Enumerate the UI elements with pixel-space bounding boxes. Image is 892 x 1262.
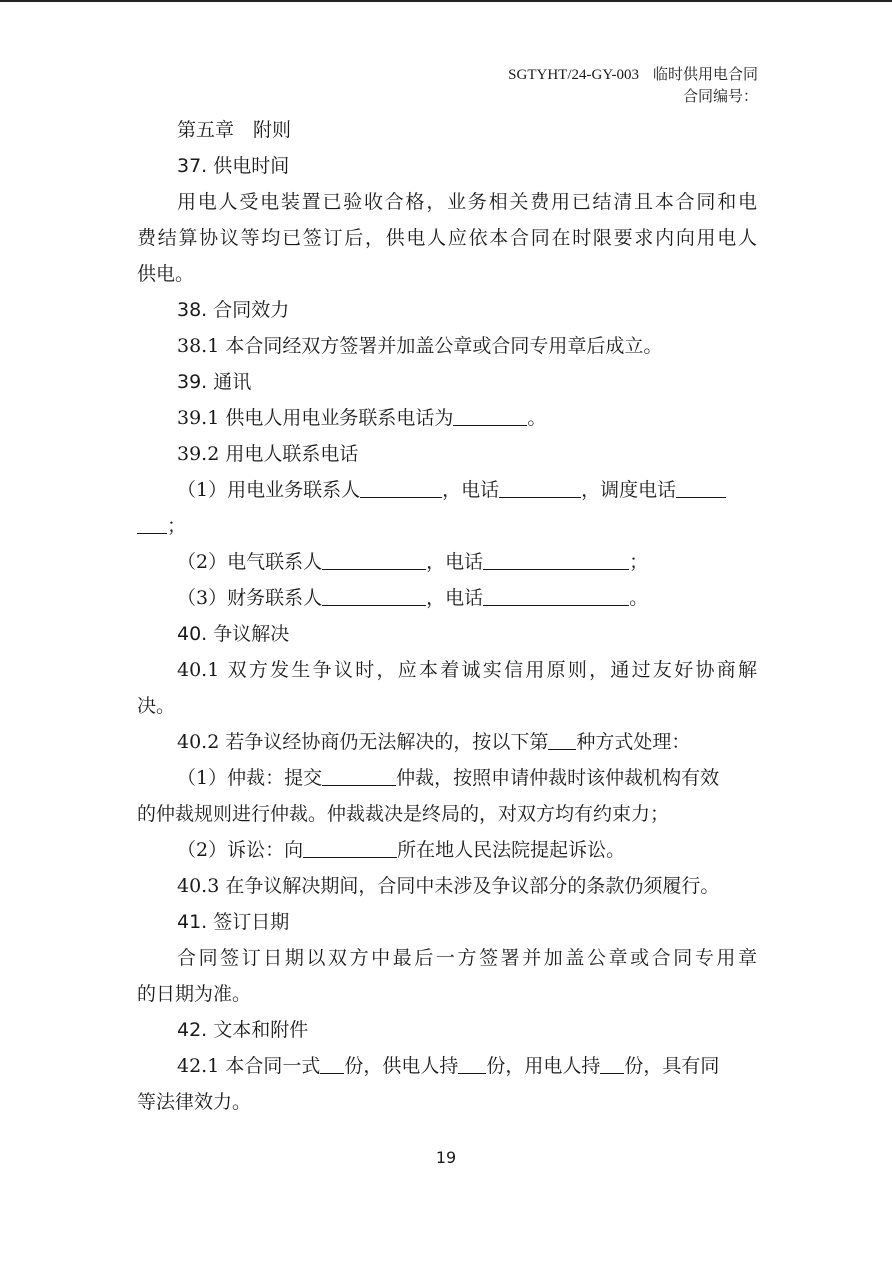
clause-text: 40.2 若争议经协商仍无法解决的，按以下第 xyxy=(177,731,549,753)
paragraph-line: 费结算协议等均已签订后，供电人应依本合同在时限要求内向用电人 xyxy=(137,227,757,249)
paragraph-line: 合同签订日期以双方中最后一方签署并加盖公章或合同专用章 xyxy=(177,947,757,969)
item-text: ，调度电话 xyxy=(581,479,677,501)
fill-in-blank[interactable] xyxy=(453,405,527,426)
paragraph-line: 供电。 xyxy=(137,263,195,285)
fill-in-blank[interactable] xyxy=(303,837,397,858)
fill-in-blank[interactable] xyxy=(137,513,167,534)
clause-text: 份，用电人持 xyxy=(486,1055,601,1077)
fill-in-blank[interactable] xyxy=(548,729,576,750)
clause-42-1-continued: 等法律效力。 xyxy=(137,1091,252,1113)
clause-38-1: 38.1 本合同经双方签署并加盖公章或合同专用章后成立。 xyxy=(177,335,663,357)
fill-in-blank[interactable] xyxy=(322,765,396,786)
contact-item-1 xyxy=(137,472,757,508)
clause-40-2-item-2 xyxy=(137,832,757,868)
section-40-title: 40. 争议解决 xyxy=(177,623,290,645)
item-text: ； xyxy=(167,515,187,537)
item-text: ，电话 xyxy=(426,551,484,573)
clause-40-2-item-1-continued: 的仲裁规则进行仲裁。仲裁裁决是终局的，对双方均有约束力； xyxy=(137,803,670,825)
fill-in-blank[interactable] xyxy=(322,549,426,570)
item-text: （3）财务联系人 xyxy=(177,587,323,609)
clause-text: 42.1 本合同一式 xyxy=(177,1055,321,1077)
paragraph-line: 的日期为准。 xyxy=(137,983,252,1005)
paragraph-line: 用电人受电装置已验收合格，业务相关费用已结清且本合同和电 xyxy=(177,191,757,213)
page-header xyxy=(508,64,758,107)
item-text: 所在地人民法院提起诉讼。 xyxy=(397,839,626,861)
fill-in-blank[interactable] xyxy=(458,1053,486,1074)
clause-text: 份，供电人持 xyxy=(344,1055,459,1077)
item-text: （2）电气联系人 xyxy=(177,551,323,573)
document-title: 临时供用电合同 xyxy=(652,65,758,83)
item-text: （1）仲裁：提交 xyxy=(177,767,323,789)
contact-item-1-continued xyxy=(137,508,757,544)
contact-item-2 xyxy=(137,544,757,580)
section-42-title: 42. 文本和附件 xyxy=(177,1019,309,1041)
clause-text: 份，具有同 xyxy=(624,1055,720,1077)
section-41-title: 41. 签订日期 xyxy=(177,911,290,933)
header-line-1 xyxy=(508,64,758,86)
item-text: ； xyxy=(629,551,649,573)
item-text: （1）用电业务联系人 xyxy=(177,479,361,501)
document-code: SGTYHT/24-GY-003 xyxy=(508,67,639,83)
section-38-title: 38. 合同效力 xyxy=(177,299,290,321)
fill-in-blank[interactable] xyxy=(322,585,426,606)
fill-in-blank[interactable] xyxy=(320,1053,344,1074)
clause-text: 。 xyxy=(527,407,547,429)
clause-40-1: 40.1 双方发生争议时，应本着诚实信用原则，通过友好协商解 xyxy=(177,659,757,681)
fill-in-blank[interactable] xyxy=(483,549,629,570)
clause-40-2-item-1 xyxy=(137,760,757,796)
clause-40-3: 40.3 在争议解决期间，合同中未涉及争议部分的条款仍须履行。 xyxy=(177,875,720,897)
clause-39-1 xyxy=(137,400,757,436)
clause-42-1 xyxy=(137,1048,757,1084)
fill-in-blank[interactable] xyxy=(483,585,629,606)
chapter-heading: 第五章 附则 xyxy=(177,119,292,141)
contact-item-3 xyxy=(137,580,757,616)
page-number: 19 xyxy=(435,1148,457,1167)
clause-text: 种方式处理： xyxy=(576,731,691,753)
section-39-title: 39. 通讯 xyxy=(177,371,252,393)
item-text: （2）诉讼：向 xyxy=(177,839,304,861)
item-text: ，电话 xyxy=(442,479,500,501)
item-text: ，电话 xyxy=(426,587,484,609)
fill-in-blank[interactable] xyxy=(499,477,581,498)
contract-number-label: 合同编号： xyxy=(682,87,758,105)
section-37-title: 37. 供电时间 xyxy=(177,155,290,177)
clause-text: 39.1 供电人用电业务联系电话为 xyxy=(177,407,454,429)
clause-39-2: 39.2 用电人联系电话 xyxy=(177,443,359,465)
clause-40-2 xyxy=(137,724,757,760)
page-body xyxy=(137,112,757,1120)
item-text: 。 xyxy=(629,587,649,609)
fill-in-blank[interactable] xyxy=(360,477,442,498)
clause-40-1-continued: 决。 xyxy=(137,695,176,717)
top-rule xyxy=(0,0,892,2)
item-text: 仲裁，按照申请仲裁时该仲裁机构有效 xyxy=(396,767,720,789)
fill-in-blank[interactable] xyxy=(600,1053,624,1074)
fill-in-blank[interactable] xyxy=(676,477,726,498)
